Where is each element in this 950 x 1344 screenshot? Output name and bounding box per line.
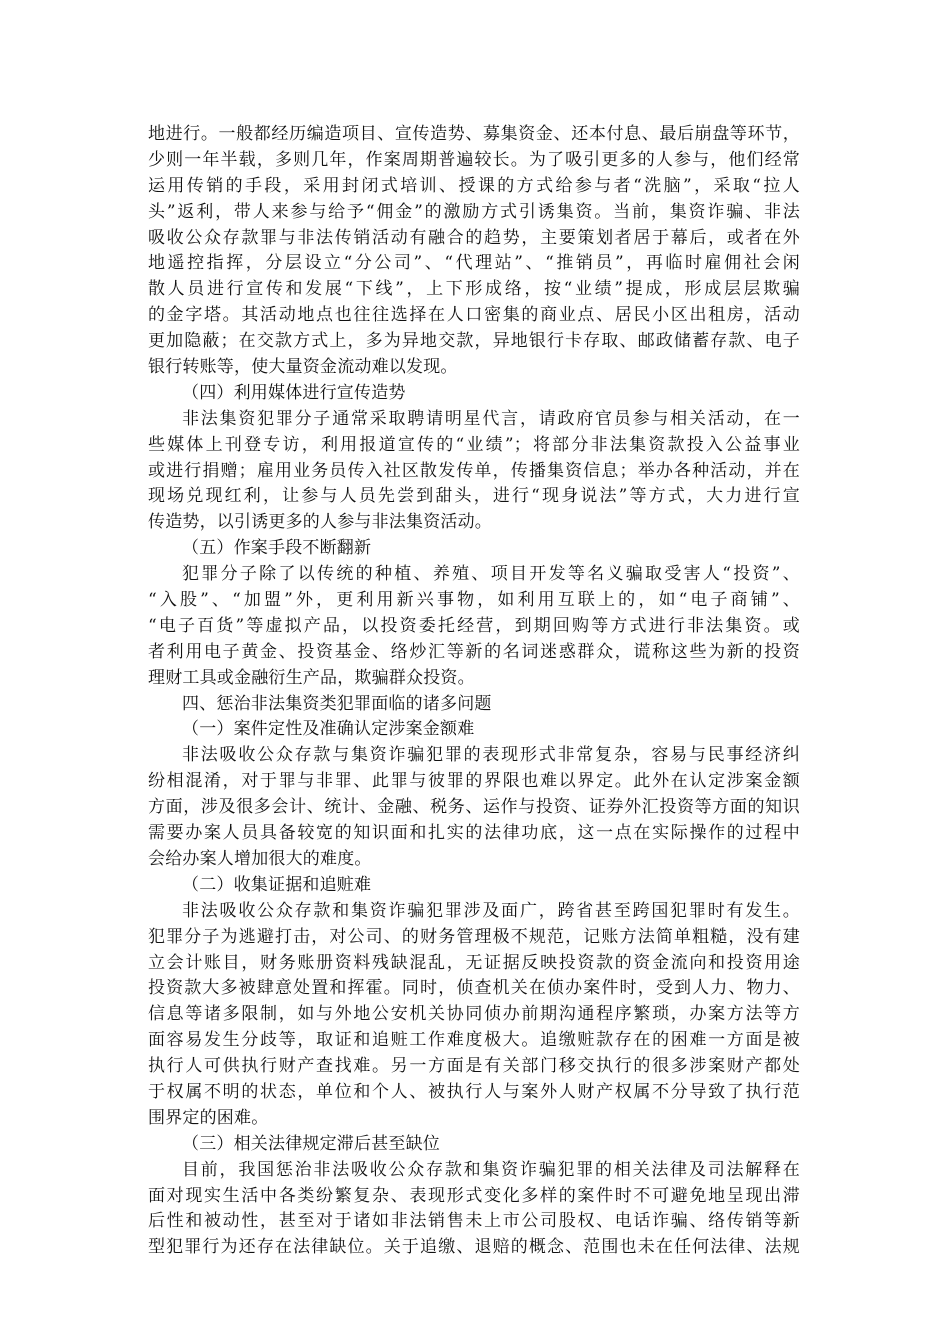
paragraph-line: 更加隐蔽；在交款方式上，多为异地交款，异地银行卡存取、邮政储蓄存款、电子 bbox=[148, 331, 800, 352]
paragraph-line: 少则一年半载，多则几年，作案周期普遍较长。为了吸引更多的人参与，他们经常 bbox=[148, 149, 800, 170]
paragraph-line: 面容易发生分歧等，取证和追赃工作难度极大。追缴赃款存在的困难一方面是被 bbox=[148, 1030, 800, 1051]
paragraph-line: 后性和被动性，甚至对于诸如非法销售未上市公司股权、电话诈骗、络传销等新 bbox=[148, 1211, 800, 1232]
subsection-heading: （一）案件定性及准确认定涉案金额难 bbox=[182, 719, 475, 740]
paragraph-line: 散人员进行宣传和发展“下线”，上下形成络，按“业绩”提成，形成层层欺骗 bbox=[148, 279, 800, 300]
paragraph-first-line: 非法集资犯罪分子通常采取聘请明星代言，请政府官员参与相关活动，在一 bbox=[182, 408, 800, 429]
paragraph-first-line: 犯罪分子除了以传统的种植、养殖、项目开发等名义骗取受害人“投资”、 bbox=[182, 564, 800, 585]
subsection-heading: （五）作案手段不断翻新 bbox=[182, 538, 372, 559]
paragraph-line: 于权属不明的状态，单位和个人、被执行人与案外人财产权属不分导致了执行范 bbox=[148, 1081, 800, 1102]
paragraph-last-line: 银行转账等，使大量资金流动难以发现。 bbox=[148, 357, 458, 378]
paragraph-last-line: 围界定的困难。 bbox=[148, 1107, 269, 1128]
paragraph-first-line: 非法吸收公众存款与集资诈骗犯罪的表现形式非常复杂，容易与民事经济纠 bbox=[182, 745, 800, 766]
subsection-heading: （三）相关法律规定滞后甚至缺位 bbox=[182, 1133, 440, 1154]
paragraph-line: 运用传销的手段，采用封闭式培训、授课的方式给参与者“洗脑”，采取“拉人 bbox=[148, 175, 800, 196]
paragraph-line: 头”返利，带人来参与给予“佣金”的激励方式引诱集资。当前，集资诈骗、非法 bbox=[148, 201, 800, 222]
paragraph-last-line: 理财工具或金融衍生产品，欺骗群众投资。 bbox=[148, 667, 475, 688]
paragraph-line: 执行人可供执行财产查找难。另一方面是有关部门移交执行的很多涉案财产都处 bbox=[148, 1056, 800, 1077]
paragraph-last-line: 传造势，以引诱更多的人参与非法集资活动。 bbox=[148, 512, 492, 533]
document-body-text bbox=[148, 122, 800, 1261]
paragraph-line: 投资款大多被肆意处置和挥霍。同时，侦查机关在侦办案件时，受到人力、物力、 bbox=[148, 978, 800, 999]
paragraph-line: “入股”、“加盟”外，更利用新兴事物，如利用互联上的，如“电子商铺”、 bbox=[148, 590, 800, 611]
paragraph-line: 方面，涉及很多会计、统计、金融、税务、运作与投资、证券外汇投资等方面的知识 bbox=[148, 797, 800, 818]
paragraph-line: 者利用电子黄金、投资基金、络炒汇等新的名词迷惑群众，谎称这些为新的投资 bbox=[148, 641, 800, 662]
paragraph-line: 些媒体上刊登专访，利用报道宣传的“业绩”；将部分非法集资款投入公益事业 bbox=[148, 434, 800, 455]
paragraph-line: 吸收公众存款罪与非法传销活动有融合的趋势，主要策划者居于幕后，或者在外 bbox=[148, 227, 800, 248]
paragraph-last-line: 会给办案人增加很大的难度。 bbox=[148, 848, 372, 869]
paragraph-line: 现场兑现红利，让参与人员先尝到甜头，进行“现身说法”等方式，大力进行宣 bbox=[148, 486, 800, 507]
paragraph-first-line: 目前，我国惩治非法吸收公众存款和集资诈骗犯罪的相关法律及司法解释在 bbox=[182, 1159, 800, 1180]
paragraph-line: 地遥控指挥，分层设立“分公司”、“代理站”、“推销员”，再临时雇佣社会闲 bbox=[148, 253, 800, 274]
paragraph-line: 地进行。一般都经历编造项目、宣传造势、募集资金、还本付息、最后崩盘等环节， bbox=[148, 124, 800, 144]
paragraph-line: 犯罪分子为逃避打击，对公司、的财务管理极不规范，记账方法简单粗糙，没有建 bbox=[148, 926, 800, 947]
paragraph-line: 型犯罪行为还存在法律缺位。关于追缴、退赔的概念、范围也未在任何法律、法规 bbox=[148, 1237, 800, 1258]
paragraph-line: 信息等诸多限制，如与外地公安机关协同侦办前期沟通程序繁琐，办案方法等方 bbox=[148, 1004, 800, 1025]
section-heading: 四、惩治非法集资类犯罪面临的诸多问题 bbox=[182, 693, 492, 714]
paragraph-line: 或进行捐赠；雇用业务员传入社区散发传单，传播集资信息；举办各种活动，并在 bbox=[148, 460, 800, 481]
paragraph-line: 面对现实生活中各类纷繁复杂、表现形式变化多样的案件时不可避免地呈现出滞 bbox=[148, 1185, 800, 1206]
paragraph-line: 的金字塔。其活动地点也往往选择在人口密集的商业点、居民小区出租房，活动 bbox=[148, 305, 800, 326]
paragraph-first-line: 非法吸收公众存款和集资诈骗犯罪涉及面广，跨省甚至跨国犯罪时有发生。 bbox=[182, 900, 800, 921]
paragraph-line: 需要办案人员具备较宽的知识面和扎实的法律功底，这一点在实际操作的过程中 bbox=[148, 823, 800, 844]
paragraph-line: 纷相混淆，对于罪与非罪、此罪与彼罪的界限也难以界定。此外在认定涉案金额 bbox=[148, 771, 800, 792]
subsection-heading: （二）收集证据和追赃难 bbox=[182, 874, 372, 895]
paragraph-line: 立会计账目，财务账册资料残缺混乱，无证据反映投资款的资金流向和投资用途 bbox=[148, 952, 800, 973]
paragraph-line: “电子百货”等虚拟产品，以投资委托经营，到期回购等方式进行非法集资。或 bbox=[148, 615, 800, 636]
subsection-heading: （四）利用媒体进行宣传造势 bbox=[182, 382, 406, 403]
